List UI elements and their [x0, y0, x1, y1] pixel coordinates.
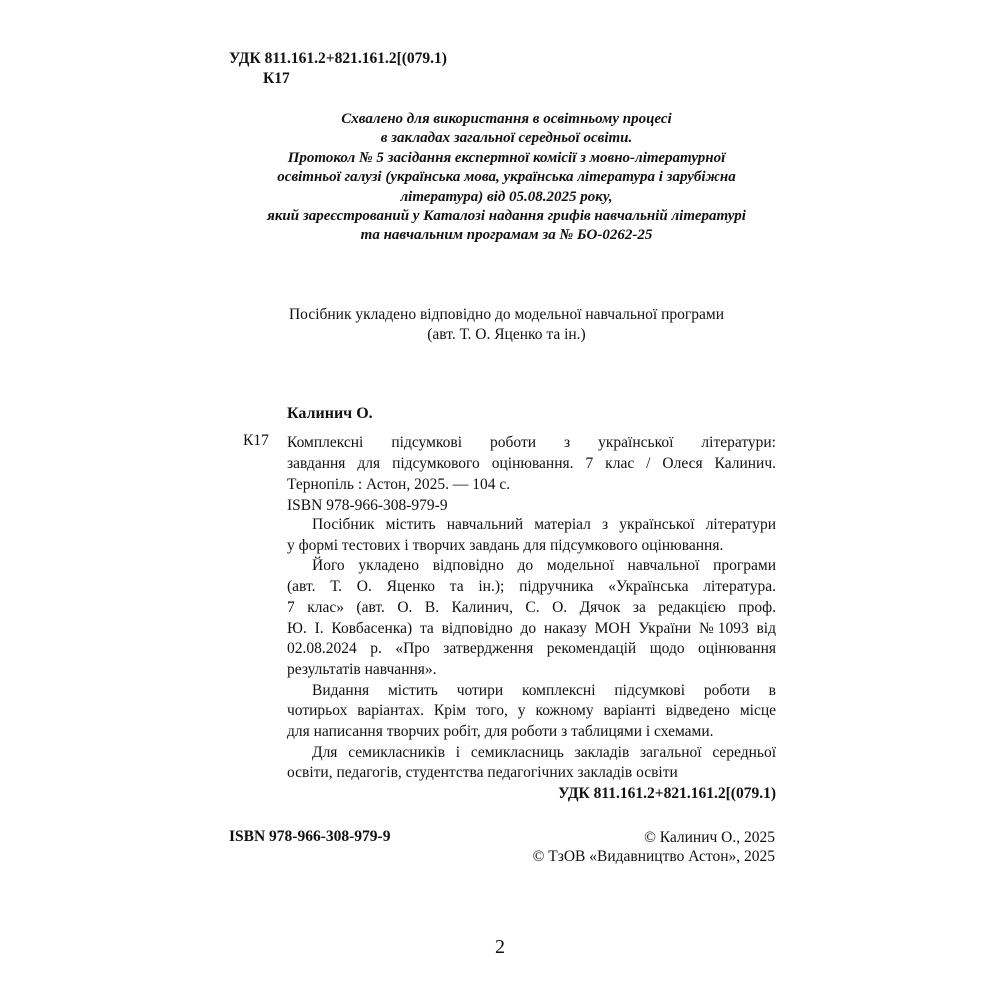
approval-statement — [229, 110, 784, 246]
annotation-line: для написання творчих робіт, для роботи з таблицями і схемами. — [287, 723, 714, 741]
udk-code: УДК 811.161.2+821.161.2[(079.1) — [229, 50, 447, 67]
page-number: 2 — [495, 936, 505, 958]
copyright-block — [500, 828, 775, 866]
author-mark: К17 — [263, 70, 290, 87]
catalog-author: Калинич О. — [287, 405, 373, 422]
approval-line: та навчальним програмам за № БО-0262-25 — [360, 227, 653, 244]
approval-line: Схвалено для використання в освітньому процесі — [341, 111, 672, 127]
copyright-author: © Калинич О., 2025 — [644, 829, 775, 846]
bib-line: Комплексні підсумкові роботи з української літератури: — [287, 434, 776, 451]
annotation-line: Посібник містить навчальний матеріал з української літератури — [312, 516, 776, 533]
approval-line: література) від 05.08.2025 року, — [400, 188, 613, 205]
approval-line: Протокол № 5 засідання експертної комісії з мовно-літературної — [287, 149, 726, 166]
catalog-index-code: К17 — [243, 432, 269, 449]
udk-classification — [229, 49, 447, 89]
annotation-line: Його укладено відповідно до модельної навчальної програми — [312, 557, 776, 575]
approval-line: освітньої галузі (українська мова, українська література і зарубіжна — [277, 169, 736, 186]
isbn: ISBN 978-966-308-979-9 — [229, 828, 391, 845]
approval-line: в закладах загальної середньої освіти. — [380, 130, 633, 147]
bib-line: Тернопіль : Астон, 2025. — 104 с. — [287, 476, 511, 493]
annotation-line: результатів навчання». — [287, 660, 437, 678]
annotation — [287, 515, 776, 805]
annotation-line: 7 клас» (авт. О. В. Калинич, С. О. Дячок за редакцією проф. — [287, 598, 776, 616]
annotation-line: (авт. Т. О. Яценко та ін.); підручника «Українська література. — [287, 578, 776, 596]
annotation-line: у формі тестових і творчих завдань для підсумкового оцінювання. — [287, 536, 724, 554]
annotation-line: освіти, педагогів, студентства педагогічних закладів освіти — [287, 764, 678, 782]
annotation-line: Ю. І. Ковбасенка) та відповідно до наказу МОН України №1093 від — [287, 619, 776, 637]
annotation-line: Для семикласників і семикласниць закладів загальної середньої — [312, 743, 776, 761]
annotation-line: Видання містить чотири комплексні підсумкові роботи в — [312, 681, 776, 699]
annotation-line: чотирьох варіантах. Крім того, у кожному варіанті відведено місце — [287, 702, 776, 720]
annotation-line: 02.08.2024 р. «Про затвердження рекомендацій щодо оцінювання — [287, 640, 776, 658]
program-note-line: Посібник укладено відповідно до модельної навчальної програми — [288, 306, 724, 323]
approval-line: який зареєстрований у Каталозі надання грифів навчальній літературі — [267, 208, 746, 225]
udk-code-bottom: УДК 811.161.2+821.161.2[(079.1) — [558, 785, 776, 803]
program-note — [229, 305, 784, 345]
bibliographic-description — [287, 432, 776, 516]
program-note-line: (авт. Т. О. Яценко та ін.) — [427, 326, 586, 343]
bib-isbn: ISBN 978-966-308-979-9 — [287, 497, 448, 514]
copyright-publisher: © ТзОВ «Видавництво Астон», 2025 — [532, 848, 775, 865]
bib-line: завдання для підсумкового оцінювання. 7 клас / Олеся Калинич. — [287, 455, 776, 472]
